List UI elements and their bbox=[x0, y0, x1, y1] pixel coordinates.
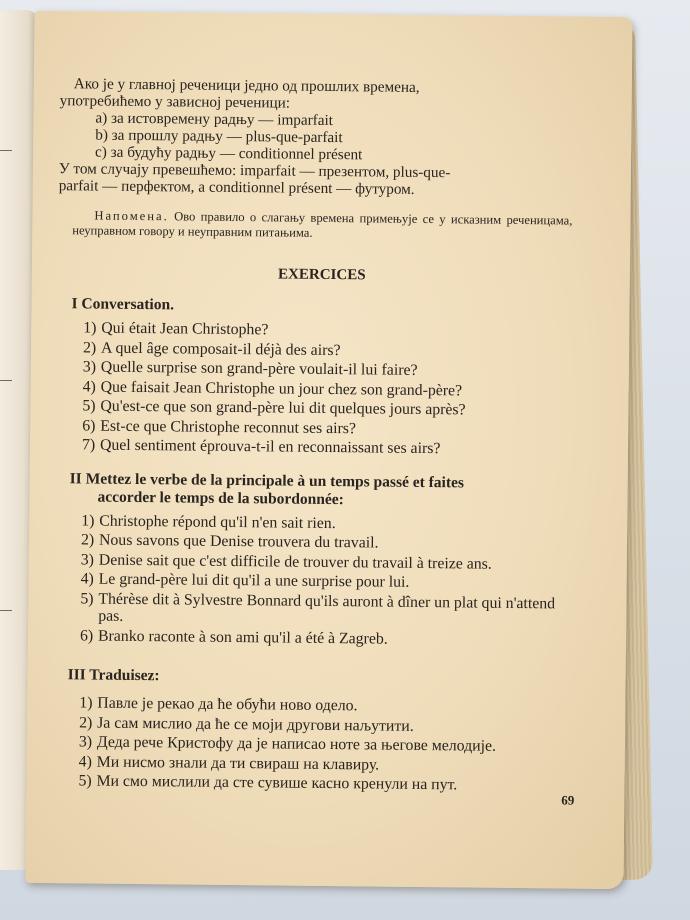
section3-list bbox=[66, 694, 567, 795]
list-item: 3) Деда рече Кристофу да је написао ноте за његове мелодије. bbox=[78, 733, 497, 755]
list-item: 4) Le grand-père lui dit qu'il a une surprise pour lui. bbox=[80, 570, 410, 591]
list-item: 2) A quel âge composait-il déjà des airs? bbox=[82, 338, 341, 359]
list-item: 3) Quelle surprise son grand-père voulait-il lui faire? bbox=[82, 358, 418, 379]
list-item: 4) Que faisait Jean Christophe un jour chez son grand-père? bbox=[82, 377, 463, 399]
page-number: 69 bbox=[561, 792, 575, 808]
intro-line: b) за прошлу радњу — plus-que-parfait bbox=[95, 126, 343, 147]
note-text: Ово правило о слагању времена примењује се у исказним реченицама, неуправном говору и неуправним питањима. bbox=[72, 209, 573, 240]
intro-line: Ако је у главној реченици једно од прошлих времена, bbox=[73, 75, 420, 96]
list-item: 7) Quel sentiment éprouva-t-il en reconnaissant ses airs? bbox=[81, 436, 441, 458]
list-item: 5) Ми смо мислили да сте сувише касно кренули на пут. bbox=[78, 772, 458, 794]
section1-title: I Conversation. bbox=[71, 295, 175, 314]
section3-title: III Traduisez: bbox=[67, 666, 160, 685]
list-item: 2) Nous savons que Denise trouvera du travail. bbox=[80, 531, 379, 552]
section2-list bbox=[68, 512, 569, 650]
list-item: 1) Павле је рекао да ће обући ново одело. bbox=[79, 694, 358, 715]
list-item: 6) Branko raconte à son ami qu'il a été à Zagreb. bbox=[79, 626, 388, 648]
intro-line: употребићемо у зависној реченици: bbox=[59, 92, 291, 112]
list-item: 4) Ми нисмо знали да ти свираш на клавиру. bbox=[78, 752, 380, 774]
list-item: 5) Thérèse dit à Sylvestre Bonnard qu'ils auront à dîner un plat qui n'attend pas. bbox=[80, 589, 556, 625]
page-content bbox=[58, 75, 573, 797]
intro-line: c) за будућу радњу — conditionnel présent bbox=[95, 143, 363, 164]
note-lead: Напомена. bbox=[94, 208, 169, 224]
section2-title: II Mettez le verbe de la principale à un temps passé et faites accorder le temps de la subordonnée: bbox=[69, 469, 465, 508]
list-item: 6) Est-ce que Christophe reconnut ses airs? bbox=[82, 416, 357, 437]
list-item: 1) Christophe répond qu'il n'en sait rien. bbox=[81, 511, 336, 532]
section1-list bbox=[70, 319, 571, 459]
book-page bbox=[25, 11, 632, 889]
list-item: 3) Denise sait que c'est difficile de trouver du travail à treize ans. bbox=[80, 550, 492, 573]
intro-line: parfait — перфектом, а conditionnel présent — футуром. bbox=[58, 177, 415, 198]
intro-line: a) за истовремену радњу — imparfait bbox=[95, 109, 334, 130]
list-item: 5) Qu'est-ce que son grand-père lui dit quelques jours après? bbox=[82, 397, 466, 419]
note bbox=[72, 208, 572, 243]
intro-line: У том случају превешћемо: imparfait — презентом, plus-que- bbox=[58, 160, 451, 182]
list-item: 2) Ја сам мислио да ће се моји другови наљутити. bbox=[79, 713, 414, 735]
exercices-title: EXERCICES bbox=[277, 266, 366, 284]
list-item: 1) Qui était Jean Christophe? bbox=[83, 319, 269, 339]
